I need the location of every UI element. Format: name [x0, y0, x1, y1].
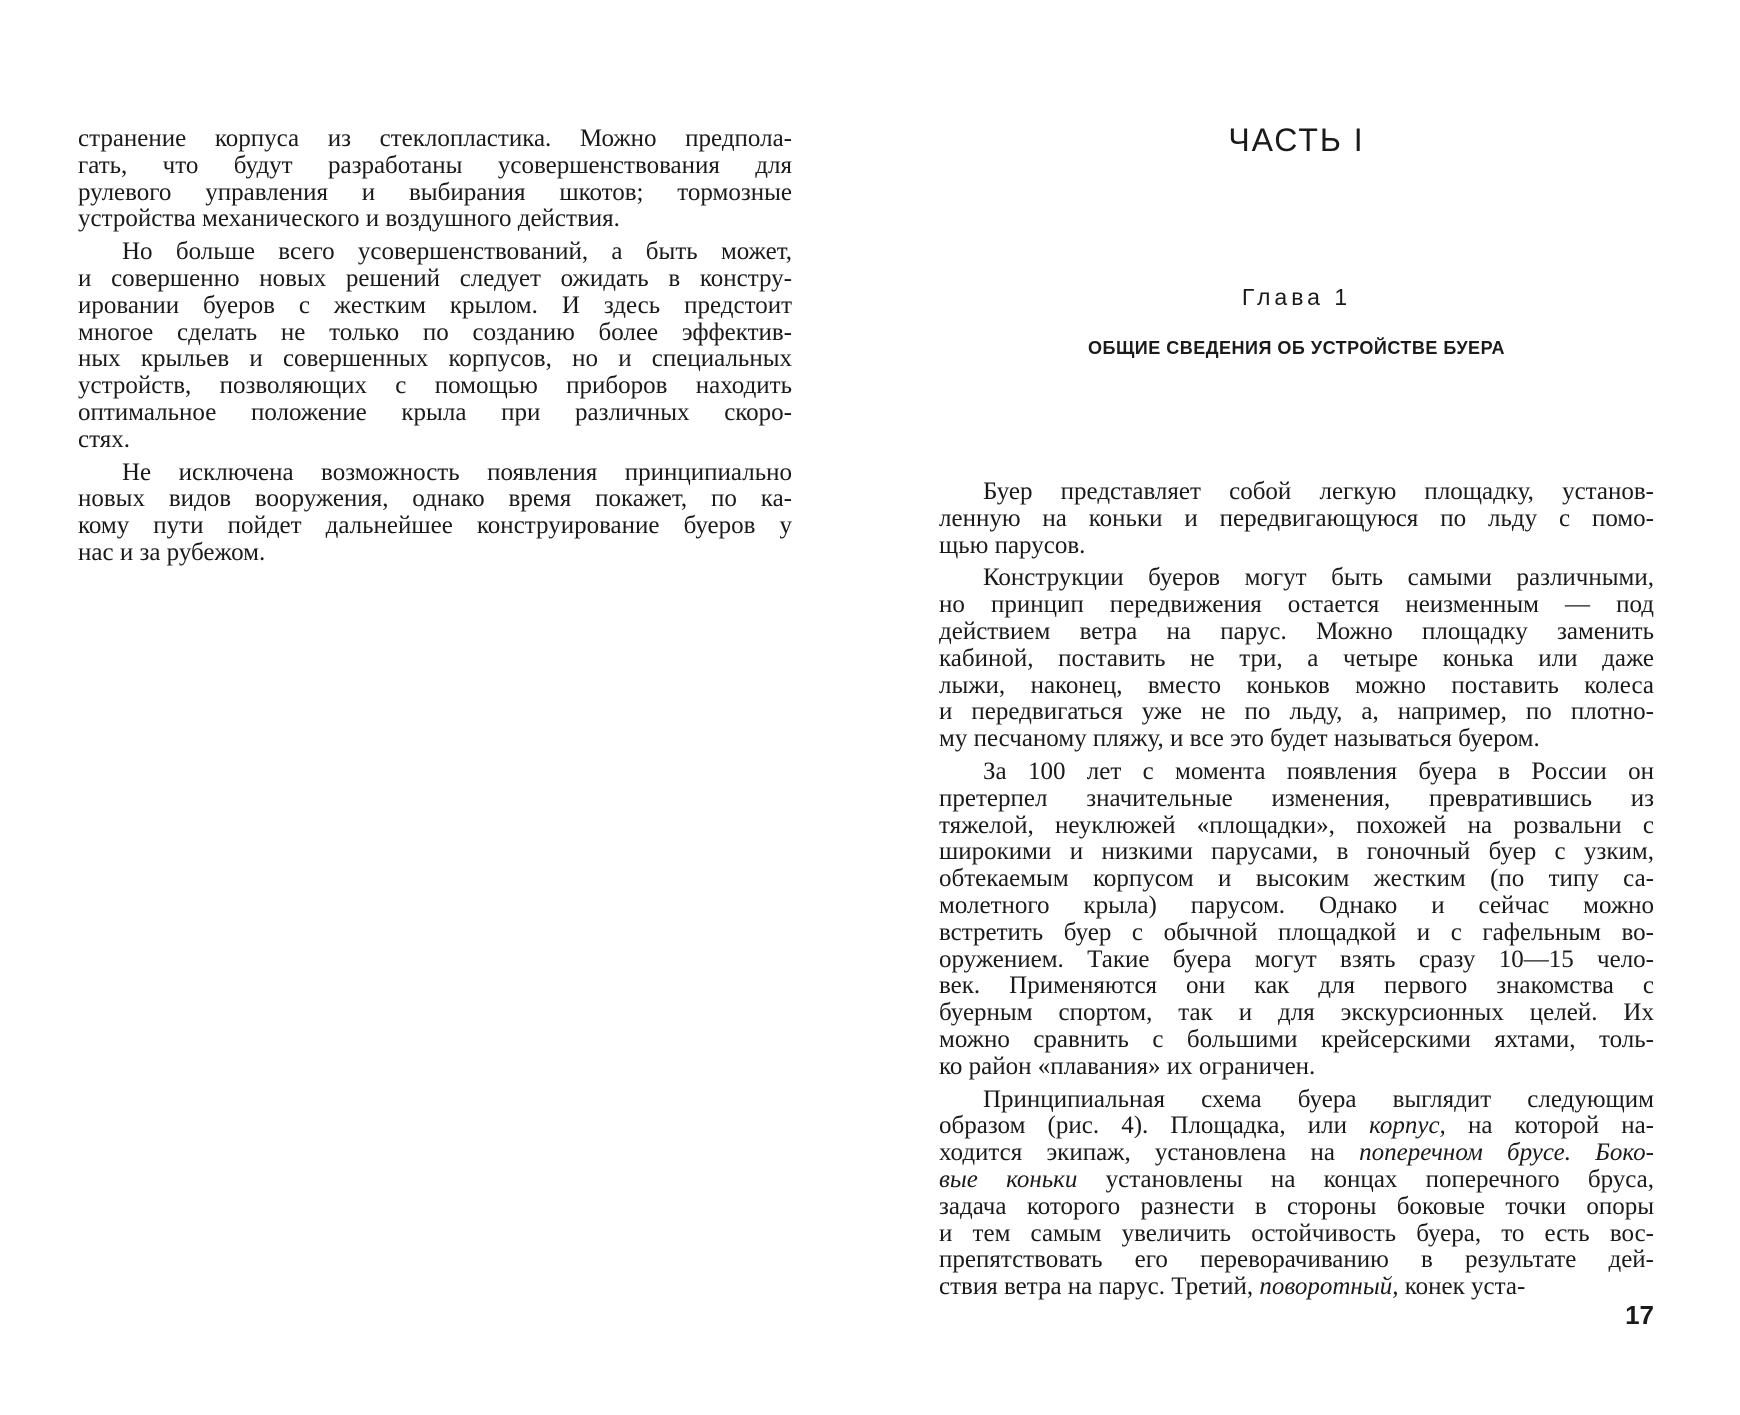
paragraph	[78, 460, 792, 567]
text-line: и передвигаться уже не по льду, а, например, по плотно-	[939, 698, 1654, 726]
text-segment: на которой на-	[1445, 1112, 1655, 1140]
text-segment: ствия ветра на парус. Третий,	[939, 1273, 1260, 1301]
text-line: Не исключена возможность появления принципиально	[122, 458, 792, 486]
text-line	[939, 1167, 1654, 1194]
text-line	[939, 1274, 1654, 1301]
text-segment: образом (рис. 4). Площадка, или	[939, 1112, 1370, 1140]
text-line: За 100 лет с момента появления буера в России он	[983, 757, 1654, 785]
paragraph	[939, 759, 1654, 1081]
text-line: стях.	[78, 425, 130, 453]
text-line: ко район «плавания» их ограничен.	[939, 1052, 1316, 1080]
chapter-label: Глава 1	[1241, 284, 1352, 310]
text-line: век. Применяются они как для первого знакомства с	[939, 972, 1654, 1000]
text-line: лыжи, наконец, вместо коньков можно поставить колеса	[939, 671, 1654, 699]
text-line: можно сравнить с большими крейсерскими яхтами, толь-	[939, 1025, 1654, 1053]
text-line: обтекаемым корпусом и высоким жестким (по типу са-	[939, 865, 1654, 893]
right-page-text	[939, 479, 1654, 1307]
italic-term: вые коньки	[939, 1165, 1078, 1193]
paragraph	[939, 479, 1654, 559]
text-line: широкими и низкими парусами, в гоночный буер с узким,	[939, 838, 1654, 866]
text-segment: препятствовать его переворачиванию в результате дей-	[939, 1246, 1654, 1274]
text-line: оружением. Такие буера могут взять сразу 10—15 чело-	[939, 945, 1654, 973]
text-line: молетного крыла) парусом. Однако и сейчас можно	[939, 891, 1654, 919]
text-line	[939, 1087, 1654, 1114]
text-line: встретить буер с обычной площадкой и с гафельным во-	[939, 918, 1654, 946]
part-title: ЧАСТЬ I	[1228, 122, 1365, 158]
italic-term: поворотный,	[1259, 1273, 1399, 1301]
text-line: рулевого управления и выбирания шкотов; тормозные	[78, 178, 792, 206]
text-line: новых видов вооружения, однако время покажет, по ка-	[78, 485, 792, 513]
text-line: Конструкции буеров могут быть самыми различными,	[983, 564, 1654, 592]
text-line: но принцип передвижения остается неизменным — под	[939, 591, 1654, 619]
text-line: Но больше всего усовершенствований, а быть может,	[122, 238, 792, 266]
left-page-text	[78, 126, 792, 567]
text-line	[939, 1140, 1654, 1167]
text-line: щью парусов.	[939, 531, 1086, 559]
italic-term: корпус,	[1369, 1112, 1446, 1140]
text-line: кому пути пойдет дальнейшее конструирование буеров у	[78, 512, 792, 540]
text-segment: ходится экипаж, установлена на	[939, 1139, 1360, 1167]
text-line: устройства механического и воздушного действия.	[78, 205, 620, 233]
text-line	[939, 1113, 1654, 1140]
paragraph	[939, 1087, 1654, 1301]
text-line: ленную на коньки и передвигающуюся по льду с помо-	[939, 504, 1654, 532]
text-line: ных крыльев и совершенных корпусов, но и специальных	[78, 345, 792, 373]
text-line: нас и за рубежом.	[78, 538, 266, 566]
text-line: устройств, позволяющих с помощью приборов находить	[78, 372, 792, 400]
text-line	[939, 1194, 1654, 1221]
text-line: странение корпуса из стеклопластика. Можно предпола-	[78, 125, 792, 152]
text-line	[939, 1221, 1654, 1248]
left-page	[78, 126, 792, 573]
text-line: ировании буеров с жестким крылом. И здесь предстоит	[78, 291, 792, 319]
text-segment: и тем самым увеличить остойчивость буера, то есть вос-	[939, 1219, 1654, 1247]
text-segment: установлены на концах поперечного бруса,	[1077, 1165, 1654, 1193]
text-line: оптимальное положение крыла при различных скоро-	[78, 398, 792, 426]
text-line: гать, что будут разработаны усовершенствования для	[78, 151, 792, 179]
chapter-title: ОБЩИЕ СВЕДЕНИЯ ОБ УСТРОЙСТВЕ БУЕРА	[1088, 338, 1505, 358]
text-line: претерпел значительные изменения, превратившись из	[939, 784, 1654, 812]
text-line: многое сделать не только по созданию более эффектив-	[78, 318, 792, 346]
paragraph	[78, 126, 792, 233]
text-line: и совершенно новых решений следует ожидать в констру-	[78, 264, 792, 292]
text-line	[939, 1247, 1654, 1274]
text-line: действием ветра на парус. Можно площадку заменить	[939, 617, 1654, 645]
text-line: кабиной, поставить не три, а четыре конька или даже	[939, 644, 1654, 672]
page-number: 17	[1625, 1300, 1654, 1330]
text-line: тяжелой, неуклюжей «площадки», похожей на розвальни с	[939, 811, 1654, 839]
text-line: му песчаному пляжу, и все это будет называться буером.	[939, 725, 1540, 753]
text-segment: Принципиальная схема буера выглядит следующим	[983, 1085, 1654, 1113]
italic-term: поперечном брусе. Боко-	[1359, 1139, 1654, 1167]
text-segment: задача которого разнести в стороны боковые точки опоры	[939, 1192, 1654, 1220]
text-segment: конек уста-	[1398, 1273, 1526, 1301]
paragraph	[939, 565, 1654, 753]
text-line: Буер представляет собой легкую площадку, установ-	[983, 478, 1654, 505]
text-line: буерным спортом, так и для экскурсионных целей. Их	[939, 999, 1654, 1027]
paragraph	[78, 239, 792, 453]
